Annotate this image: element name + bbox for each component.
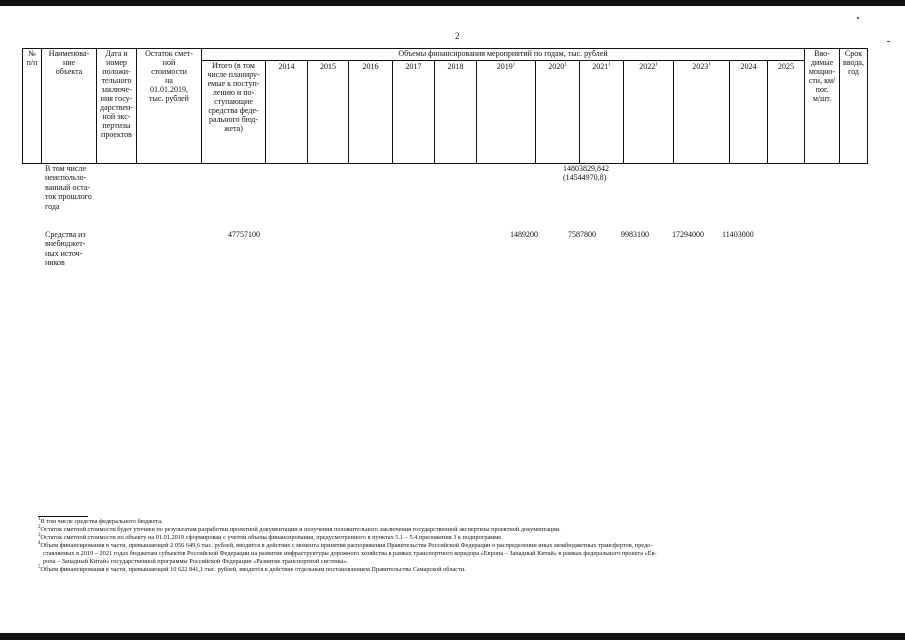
header-capacity [805, 49, 840, 164]
header-year: 2018 [435, 60, 477, 163]
top-border [0, 0, 905, 6]
header-line: тыс. рублей [149, 93, 189, 103]
row-label-line: ных источ- [45, 248, 83, 258]
footnote-text: Объем финансирования в части, превышающей 10 622 841,1 тыс. рублей, вводится в действие отдельным постановлением Правительства Самарской области. [40, 566, 466, 574]
header-line: проектов [101, 129, 132, 139]
row-label-line: Средства из [45, 230, 86, 239]
header-line: ние [62, 57, 76, 67]
header-line: рального бюд- [209, 114, 258, 124]
cell-2022-extrabudgetary: 17294000 [672, 230, 704, 239]
header-line: Итого (в том [212, 60, 255, 70]
header-year: 2017 [393, 60, 435, 163]
value-line: 14803829,842 [563, 164, 609, 173]
row-label-line: ников [45, 258, 65, 268]
header-year: 2023$^1$ [674, 60, 730, 163]
bottom-border [0, 633, 905, 640]
footnotes [38, 518, 888, 574]
footnote-mark: 1 [38, 516, 41, 522]
footnote-mark: 5 [38, 565, 41, 571]
header-line: мощно- [808, 66, 836, 76]
header-line: ступающие [214, 96, 253, 106]
header-line: Остаток смет- [145, 49, 193, 58]
header-line: м/шт. [812, 93, 832, 103]
header-year: 2022$^1$ [624, 60, 674, 163]
header-year: 2025 [768, 60, 805, 163]
header-line: лению и по- [212, 87, 255, 97]
header-line: пог. [815, 84, 829, 94]
footnote-item [38, 518, 888, 526]
header-line: Наименова- [48, 49, 90, 58]
footnote-mark: 4 [38, 541, 41, 547]
header-line: Дата и [105, 49, 128, 58]
header-line: Вво- [814, 49, 830, 58]
header-object-name [42, 49, 97, 164]
footnote-mark: 3 [38, 533, 41, 538]
header-line: № [28, 49, 36, 58]
header-num [23, 49, 42, 164]
header-line: димые [810, 57, 834, 67]
header-line: Срок [844, 49, 863, 58]
footnote-line [38, 566, 888, 574]
cell-2021-extrabudgetary: 9983100 [621, 230, 649, 239]
footnote-text: ропа – Западный Китай» государственной программы Российской Федерации «Развитие транспортной системы». [43, 558, 349, 566]
footnote-text: Остаток сметной стоимости по объекту на 01.01.2019 сформирован с учетом объема финансирования, предусмотренного в пунктах 5.1 – 5.4 приложения 3 к подпрограмме. [40, 534, 503, 542]
header-line: жета) [224, 123, 243, 133]
header-year: 2020$^1$ [536, 60, 580, 163]
row-label-line: внебюджет- [45, 239, 86, 249]
header-line: положи- [102, 66, 131, 76]
header-line: емые к поступ- [207, 78, 260, 88]
header-line: стоимости [151, 66, 187, 76]
footnote-item [38, 526, 888, 534]
footnote-item [38, 542, 888, 566]
scan-speck [887, 41, 890, 42]
footnote-line [38, 534, 888, 542]
footnote-line [38, 542, 888, 550]
header-term [840, 49, 868, 164]
row-label-line: неиспользо- [45, 173, 87, 183]
header-line: п/п [26, 57, 38, 67]
header-line: год [848, 66, 859, 76]
header-year: 2019$^1$ [477, 60, 536, 163]
header-year: 2014 [266, 60, 308, 163]
value-line: (14544970,8) [563, 173, 607, 183]
scan-speck [857, 17, 859, 19]
cell-balance-extrabudgetary: 47757100 [228, 230, 260, 239]
row-label-unused-balance [45, 164, 92, 211]
header-year: 2021$^1$ [580, 60, 624, 163]
footnote-line [38, 526, 888, 534]
header-line: дарствен- [100, 102, 133, 112]
header-line: 01.01.2019, [150, 84, 188, 94]
page-number: 2 [455, 31, 460, 41]
footnote-separator [38, 516, 88, 517]
header-total [202, 60, 266, 163]
header-line: ния госу- [100, 93, 133, 103]
row-label-line: В том числе [45, 164, 87, 173]
header-line: средства феде- [208, 105, 259, 115]
header-line: сти, км/ [808, 75, 836, 85]
financing-table [22, 48, 868, 164]
row-label-extrabudgetary [45, 230, 86, 268]
header-line: пертизы [102, 120, 131, 130]
header-line: на [165, 75, 173, 85]
header-year: 2024 [730, 60, 768, 163]
header-line: ввода, [843, 57, 864, 67]
header-balance [137, 49, 202, 164]
footnote-item [38, 534, 888, 542]
footnote-text: Остаток сметной стоимости будет уточнен по результатам разработки проектной документации и получения положительного заключения государственной экспертизы проектной документации. [40, 526, 561, 534]
header-line: заключе- [101, 84, 132, 94]
footnote-line [38, 518, 888, 526]
cell-2023-extrabudgetary: 11403000 [722, 230, 754, 239]
header-line: числе планиру- [207, 69, 260, 79]
header-line: ной экс- [102, 111, 131, 121]
header-line: номер [106, 57, 127, 67]
header-group-title: Объемы финансирования мероприятий по годам, тыс. рублей [202, 49, 805, 61]
header-year: 2015 [308, 60, 349, 163]
header-line: тельного [101, 75, 132, 85]
header-line: ной [162, 57, 176, 67]
footnote-line [38, 550, 888, 558]
row-label-line: ток прошлого [45, 192, 92, 202]
header-year: 2016 [349, 60, 393, 163]
header-line: объекта [55, 66, 83, 76]
header-expertise-date [97, 49, 137, 164]
footnote-mark: 2 [38, 524, 41, 530]
cell-2020-extrabudgetary: 7587800 [568, 230, 596, 239]
row-label-line: года [45, 201, 60, 211]
footnote-text: ставляемых в 2019 – 2021 годах бюджетам субъектов Российской Федерации на развитие инфраструктуры дорожного хозяйства в рамках транспортного коридора «Европа – Западный Китай» в рамках федерального проекта «Ев- [43, 550, 657, 558]
footnote-text: Объем финансирования в части, превышающей 2 056 649,6 тыс. рублей, вводится в действие с момента принятия распоряжения Правительства Российской Федерации о распределении иных межбюджетных трансфертов, предо- [40, 542, 653, 550]
footnote-item [38, 566, 888, 574]
footnote-text: В том числе средства федерального бюджета. [40, 518, 163, 525]
cell-2020-unused-balance [563, 164, 609, 183]
cell-2019-extrabudgetary: 1489200 [510, 230, 538, 239]
row-label-line: ванный оста- [45, 182, 90, 192]
